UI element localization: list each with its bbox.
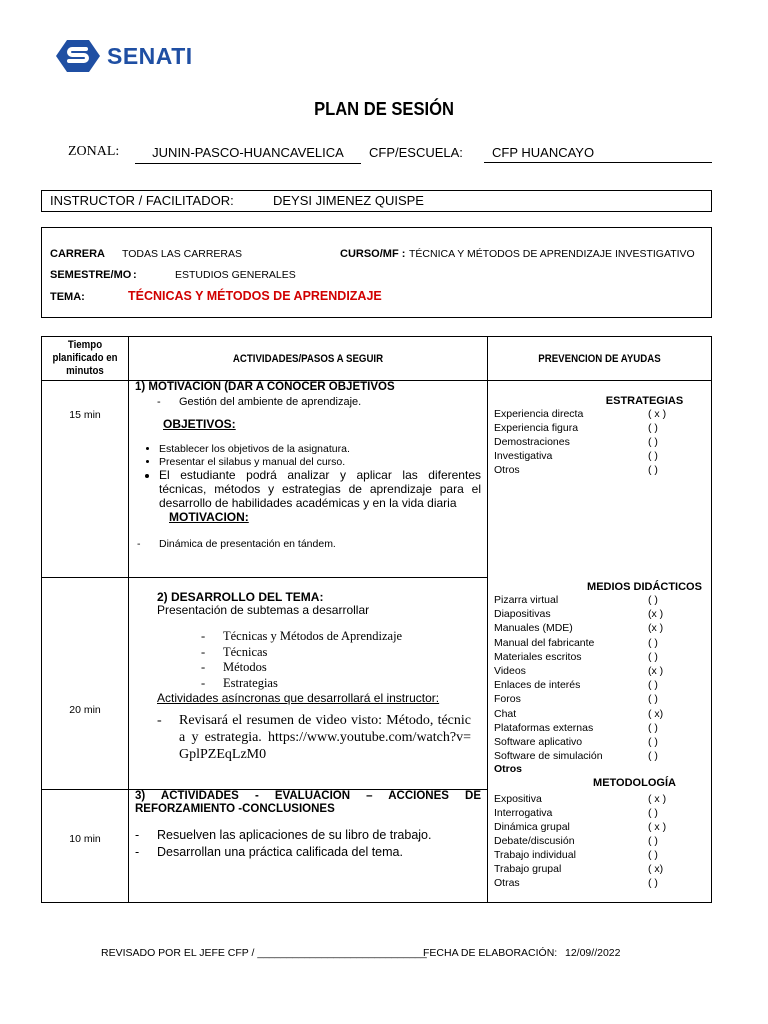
zonal-label: ZONAL: bbox=[68, 144, 120, 159]
list-item: - Resuelven las aplicaciones de su libro de trabajo. bbox=[135, 828, 432, 842]
motivacion-item: - Dinámica de presentación en tándem. bbox=[137, 538, 336, 551]
item-mark: ( x ) bbox=[648, 793, 667, 806]
estrategias-title: ESTRATEGIAS bbox=[605, 395, 684, 407]
item-label: Pizarra virtual bbox=[494, 594, 559, 606]
metodologia-title: METODOLOGÍA bbox=[593, 777, 676, 790]
list-item bbox=[494, 820, 674, 834]
section-3-cell bbox=[129, 790, 488, 903]
section-1-item: - Gestión del ambiente de aprendizaje. bbox=[157, 396, 362, 408]
async-label: Actividades asíncronas que desarrollará el instructor: bbox=[157, 691, 440, 705]
list-item: - Métodos bbox=[201, 660, 267, 674]
item-mark: ( x ) bbox=[648, 408, 667, 420]
item-label: Enlaces de interés bbox=[494, 679, 581, 692]
time-cell-2 bbox=[42, 578, 129, 790]
item-label: Investigativa bbox=[494, 450, 553, 462]
aids-cell bbox=[488, 381, 712, 903]
semestre-value: ESTUDIOS GENERALES bbox=[175, 269, 296, 281]
tema-label: TEMA: bbox=[50, 291, 85, 303]
section-2-heading: 2) DESARROLLO DEL TEMA: bbox=[157, 590, 324, 604]
time-3: 10 min bbox=[69, 833, 101, 845]
item-label: Expositiva bbox=[494, 793, 542, 806]
async-item: - Revisará el resumen de video visto: Método, técnica y estrategia. https://www.youtube.com/watch?v=GplPZEqLzM0 bbox=[157, 713, 471, 762]
item-mark: ( ) bbox=[648, 750, 658, 763]
item-mark: ( ) bbox=[648, 679, 658, 692]
item-mark: ( x) bbox=[648, 707, 664, 720]
item-mark: ( ) bbox=[648, 594, 658, 606]
list-item: • El estudiante podrá analizar y aplicar las diferentes técnicas, métodos y estrategias de aprendizaje para el desarrollo de habilidades académicas y en la vida diaria bbox=[159, 468, 481, 510]
time-2: 20 min bbox=[69, 704, 101, 716]
cfp-label: CFP/ESCUELA: bbox=[369, 145, 463, 160]
item-label: Otras bbox=[494, 877, 520, 890]
revisado-line: REVISADO POR EL JEFE CFP / _____________________________ bbox=[101, 947, 427, 959]
item-mark: ( ) bbox=[648, 650, 658, 663]
list-item bbox=[494, 692, 674, 706]
list-item bbox=[494, 876, 674, 890]
section-2-intro: Presentación de subtemas a desarrollar bbox=[157, 603, 370, 617]
item-mark: ( ) bbox=[648, 849, 658, 862]
list-item bbox=[494, 407, 674, 421]
list-item bbox=[494, 463, 674, 477]
session-plan-table bbox=[41, 336, 712, 903]
list-item: - Estrategias bbox=[201, 675, 278, 690]
section-3-heading: 3) ACTIVIDADES - EVALUACION – ACCIONES DE REFORZAMIENTO -CONCLUSIONES bbox=[135, 790, 481, 815]
item-label: Diapositivas bbox=[494, 608, 551, 621]
carrera-value: TODAS LAS CARRERAS bbox=[122, 248, 243, 260]
estrategias-list bbox=[494, 407, 674, 477]
section-1-heading: 1) MOTIVACION (DAR A CONOCER OBJETIVOS bbox=[135, 381, 395, 393]
instructor-box bbox=[41, 190, 712, 212]
list-item bbox=[494, 707, 674, 721]
item-label: Experiencia figura bbox=[494, 422, 579, 434]
subtopics-list bbox=[157, 629, 481, 691]
item-mark: (x ) bbox=[648, 608, 664, 621]
list-item bbox=[494, 664, 674, 678]
list-item: • Presentar el silabus y manual del curso. bbox=[159, 456, 481, 469]
item-label: Trabajo individual bbox=[494, 849, 576, 862]
item-mark: ( ) bbox=[648, 736, 658, 749]
list-item bbox=[494, 806, 674, 820]
list-item bbox=[494, 421, 674, 435]
brand-name: SENATI bbox=[107, 42, 193, 69]
item-label: Manuales (MDE) bbox=[494, 622, 573, 635]
section-2-cell bbox=[129, 578, 488, 790]
instructor-name: DEYSI JIMENEZ QUISPE bbox=[273, 193, 424, 208]
item-label: Debate/discusión bbox=[494, 835, 575, 848]
senati-emblem-icon bbox=[55, 39, 101, 73]
item-label: Materiales escritos bbox=[494, 650, 582, 663]
list-item: - Técnicas bbox=[201, 644, 268, 659]
item-label: Manual del fabricante bbox=[494, 636, 595, 649]
objectives-list bbox=[135, 443, 481, 510]
item-label: Foros bbox=[494, 693, 521, 706]
item-mark: ( ) bbox=[648, 464, 658, 476]
item-mark: (x ) bbox=[648, 622, 664, 635]
item-mark: ( ) bbox=[648, 721, 658, 734]
list-item bbox=[494, 834, 674, 848]
list-item bbox=[494, 449, 674, 463]
list-item bbox=[494, 848, 674, 862]
instructor-label: INSTRUCTOR / FACILITADOR: bbox=[50, 193, 234, 208]
item-label: Demostraciones bbox=[494, 436, 570, 448]
item-label: Interrogativa bbox=[494, 807, 553, 820]
header-activities-cell bbox=[129, 337, 488, 381]
item-label: Software de simulación bbox=[494, 750, 603, 763]
curso-label: CURSO/MF : bbox=[340, 248, 406, 260]
header-time: Tiempo planificado en minutos bbox=[52, 339, 118, 377]
item-label: Plataformas externas bbox=[494, 721, 594, 734]
item-label: Otros bbox=[494, 464, 520, 476]
list-item bbox=[494, 862, 674, 876]
medios-otros: Otros bbox=[494, 763, 523, 776]
item-mark: ( ) bbox=[648, 835, 658, 848]
list-item bbox=[494, 593, 674, 607]
metodologia-list bbox=[494, 792, 674, 890]
item-mark: ( ) bbox=[648, 693, 658, 706]
item-mark: (x ) bbox=[648, 665, 664, 678]
zonal-value: JUNIN-PASCO-HUANCAVELICA bbox=[135, 145, 361, 164]
list-item bbox=[494, 607, 674, 621]
semestre-colon: : bbox=[133, 269, 137, 281]
item-mark: ( ) bbox=[648, 436, 658, 448]
section-3-list bbox=[135, 828, 481, 860]
table-row bbox=[42, 381, 712, 578]
header-activities: ACTIVIDADES/PASOS A SEGUIR bbox=[232, 352, 384, 365]
list-item bbox=[494, 636, 674, 650]
list-item: • Establecer los objetivos de la asignatura. bbox=[159, 443, 481, 456]
item-mark: ( ) bbox=[648, 636, 658, 649]
item-label: Trabajo grupal bbox=[494, 863, 562, 876]
list-item bbox=[494, 749, 674, 763]
objetivos-label: OBJETIVOS: bbox=[163, 417, 236, 431]
item-label: Experiencia directa bbox=[494, 408, 584, 420]
item-label: Videos bbox=[494, 665, 526, 678]
list-item bbox=[494, 721, 674, 735]
motivacion-label: MOTIVACION: bbox=[169, 510, 249, 525]
item-label: Chat bbox=[494, 707, 517, 720]
table-header-row bbox=[42, 337, 712, 381]
section-1-cell bbox=[129, 381, 488, 578]
header-time-cell bbox=[42, 337, 129, 381]
time-1: 15 min bbox=[69, 409, 101, 421]
medios-title: MEDIOS DIDÁCTICOS bbox=[587, 581, 702, 593]
cfp-value: CFP HUANCAYO bbox=[484, 145, 712, 163]
item-mark: ( ) bbox=[648, 807, 658, 820]
item-mark: ( x ) bbox=[648, 821, 667, 834]
list-item bbox=[494, 735, 674, 749]
item-label: Software aplicativo bbox=[494, 736, 583, 749]
tema-value: TÉCNICAS Y MÉTODOS DE APRENDIZAJE bbox=[128, 289, 382, 303]
fecha-label: FECHA DE ELABORACIÓN: bbox=[423, 947, 558, 959]
item-mark: ( x) bbox=[648, 863, 664, 876]
header-aids: PREVENCION DE AYUDAS bbox=[538, 352, 661, 365]
curso-value: TÉCNICA Y MÉTODOS DE APRENDIZAJE INVESTIGATIVO bbox=[409, 248, 695, 260]
list-item: - Desarrollan una práctica calificada del tema. bbox=[135, 845, 403, 859]
time-cell-3 bbox=[42, 790, 129, 903]
item-mark: ( ) bbox=[648, 450, 658, 462]
list-item bbox=[494, 435, 674, 449]
medios-list bbox=[494, 593, 674, 763]
list-item bbox=[494, 621, 674, 635]
item-mark: ( ) bbox=[648, 422, 658, 434]
time-cell-1 bbox=[42, 381, 129, 578]
senati-logo bbox=[55, 38, 193, 74]
page-title: PLAN DE SESIÓN bbox=[314, 99, 454, 119]
list-item bbox=[494, 678, 674, 692]
list-item bbox=[494, 650, 674, 664]
course-box bbox=[41, 227, 712, 318]
list-item bbox=[494, 792, 674, 806]
list-item: - Técnicas y Métodos de Aprendizaje bbox=[201, 629, 403, 643]
semestre-label: SEMESTRE/MO bbox=[50, 269, 132, 281]
fecha-value: 12/09//2022 bbox=[565, 947, 621, 959]
item-label: Dinámica grupal bbox=[494, 821, 570, 834]
carrera-label: CARRERA bbox=[50, 248, 105, 260]
item-mark: ( ) bbox=[648, 877, 658, 890]
header-aids-cell bbox=[488, 337, 712, 381]
